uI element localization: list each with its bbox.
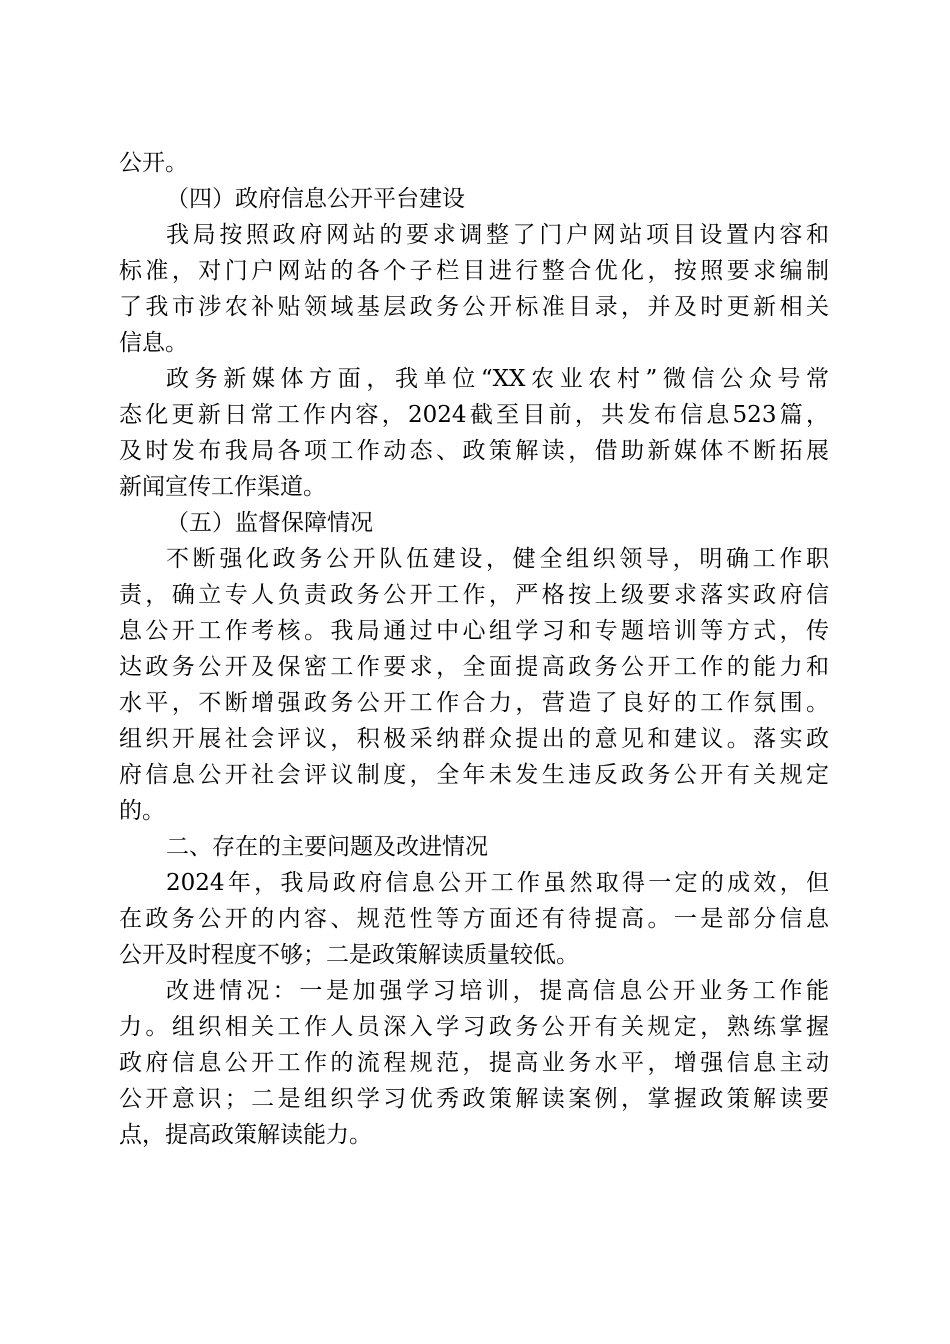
paragraph-line: 了我市涉农补贴领域基层政务公开标准目录，并及时更新相关 xyxy=(119,294,829,320)
paragraph-line: 公开意识；二是组织学习优秀政策解读案例，掌握政策解读要 xyxy=(119,1086,829,1112)
paragraph-line: 达政务公开及保密工作要求，全面提高政务公开工作的能力和 xyxy=(119,654,829,680)
paragraph-line: 公开。 xyxy=(119,150,188,176)
paragraph-line: 水平，不断增强政务公开工作合力，营造了良好的工作氛围。 xyxy=(119,690,829,716)
paragraph-line: 2024年，我局政府信息公开工作虽然取得一定的成效，但 xyxy=(166,870,829,896)
paragraph-line: 新闻宣传工作渠道。 xyxy=(119,474,326,500)
paragraph-line: 公开及时程度不够；二是政策解读质量较低。 xyxy=(119,942,579,968)
paragraph-line: 态化更新日常工作内容，2024截至目前，共发布信息523篇， xyxy=(119,402,829,428)
paragraph-line: 组织开展社会评议，积极采纳群众提出的意见和建议。落实政 xyxy=(119,726,829,752)
paragraph-line: 不断强化政务公开队伍建设，健全组织领导，明确工作职 xyxy=(166,546,829,572)
paragraph-line: 政府信息公开工作的流程规范，提高业务水平，增强信息主动 xyxy=(119,1050,829,1076)
section-subheading-5: （五）监督保障情况 xyxy=(166,510,373,536)
section-heading-2: 二、存在的主要问题及改进情况 xyxy=(166,834,488,860)
paragraph-line: 在政务公开的内容、规范性等方面还有待提高。一是部分信息 xyxy=(119,906,829,932)
paragraph-line: 及时发布我局各项工作动态、政策解读，借助新媒体不断拓展 xyxy=(119,438,829,464)
paragraph-line: 责，确立专人负责政务公开工作，严格按上级要求落实政府信 xyxy=(119,582,829,608)
paragraph-line: 府信息公开社会评议制度，全年未发生违反政务公开有关规定 xyxy=(119,762,829,788)
paragraph-line: 我局按照政府网站的要求调整了门户网站项目设置内容和 xyxy=(166,222,829,248)
paragraph-line: 的。 xyxy=(119,798,165,824)
section-subheading-4: （四）政府信息公开平台建设 xyxy=(166,186,465,212)
paragraph-line: 政务新媒体方面，我单位“XX农业农村”微信公众号常 xyxy=(166,366,829,392)
paragraph-line: 标准，对门户网站的各个子栏目进行整合优化，按照要求编制 xyxy=(119,258,829,284)
paragraph-line: 力。组织相关工作人员深入学习政务公开有关规定，熟练掌握 xyxy=(119,1014,829,1040)
paragraph-line: 信息。 xyxy=(119,330,188,356)
paragraph-line: 息公开工作考核。我局通过中心组学习和专题培训等方式，传 xyxy=(119,618,829,644)
paragraph-line: 点，提高政策解读能力。 xyxy=(119,1122,372,1148)
document-page xyxy=(119,145,829,1153)
paragraph-line: 改进情况：一是加强学习培训，提高信息公开业务工作能 xyxy=(166,978,829,1004)
